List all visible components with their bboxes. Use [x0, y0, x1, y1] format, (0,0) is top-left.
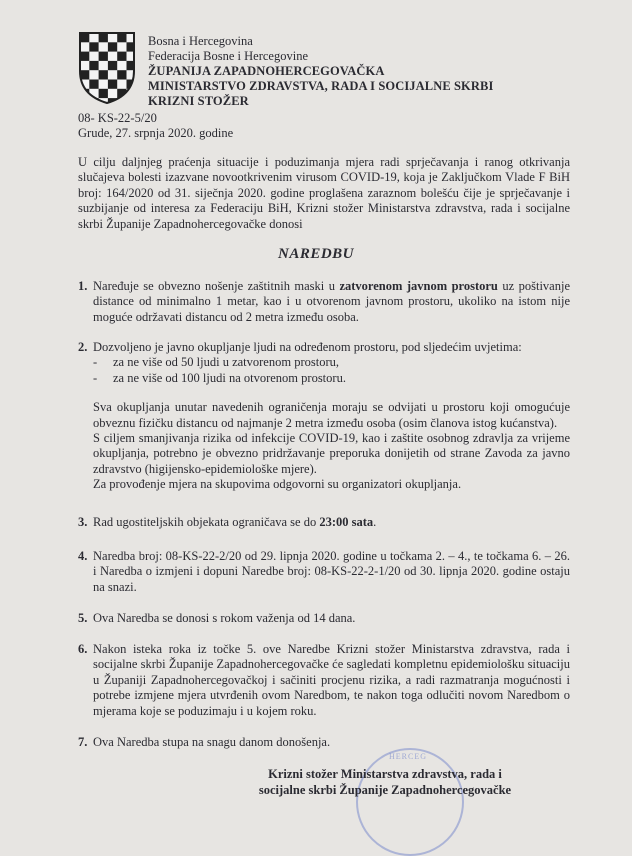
- bullet-item: - za ne više od 100 ljudi na otvorenom prostoru.: [93, 371, 570, 386]
- official-stamp: [356, 748, 464, 856]
- item-number: 1.: [78, 279, 88, 293]
- list-item: Nakon isteka roka iz točke 5. ove Naredbe Krizni stožer Ministarstva zdravstva, rada i socijalne skrbi Županije Zapadnohercegovačke će sagledati kompletnu epidemiološku situaciju u Županiji Zapadnohercegovačkoj i sačiniti procjenu rizika, a radi razmatranja mogućnosti i potrebe izmjene mjera utvrđenih ovom Naredbom, te nakon toga odlučiti novom Naredbom o mjerama koje se poduzimaju i u kojem roku.: [93, 642, 570, 718]
- item-text: .: [373, 515, 377, 529]
- list-item: [93, 515, 570, 530]
- signature-line: socijalne skrbi Županije Zapadnohercegovačke: [258, 783, 512, 797]
- item-paragraph: Za provođenje mjera na skupovima odgovorni su organizatori okupljanja.: [93, 477, 462, 492]
- bullet-list: [93, 355, 570, 386]
- bullet-item: - za ne više od 50 ljudi u zatvorenom prostoru,: [93, 355, 570, 370]
- item-number: 3.: [78, 515, 88, 529]
- crisis-staff-name: KRIZNI STOŽER: [148, 94, 249, 108]
- checkerboard-crest-icon: [78, 31, 136, 105]
- item-paragraph: Sva okupljanja unutar navedenih ograničenja moraju se odvijati u prostoru koji omogućuje obveznu fizičku distancu od najmanje 2 metra između osoba (osim članova istog kućanstva).: [93, 400, 570, 430]
- list-item: Naredba broj: 08-KS-22-2/20 od 29. lipnja 2020. godine u točkama 2. – 4., te točkama 6. – 26. i Naredba o izmjeni i dopuni Naredbe broj: 08-KS-22-2-1/20 od 30. lipnja 2020. godine ostaju na snazi.: [93, 549, 570, 594]
- list-item: Ova Naredba se donosi s rokom važenja od 14 dana.: [93, 611, 356, 625]
- list-item: [93, 340, 570, 493]
- item-paragraph: S ciljem smanjivanja rizika od infekcije COVID-19, kao i zaštite osobnog zdravlja za vrijeme okupljanja, potrebno je obvezno pridržavanje preporuka donijetih od strane Zavoda za javno zdravstvo (higijensko-epidemiološke mjere).: [93, 431, 570, 476]
- signature-line: Krizni stožer Ministarstva zdravstva, rada i: [268, 767, 502, 781]
- item-number: 6.: [78, 642, 88, 656]
- list-item: Ova Naredba stupa na snagu danom donošenja.: [93, 735, 331, 749]
- item-number: 2.: [78, 340, 88, 354]
- item-text: Rad ugostiteljskih objekata ograničava se do: [93, 515, 320, 529]
- place-date: Grude, 27. srpnja 2020. godine: [78, 126, 234, 140]
- item-number: 7.: [78, 735, 88, 749]
- county-name: ŽUPANIJA ZAPADNOHERCEGOVAČKA: [148, 64, 385, 78]
- federation-name: Federacija Bosne i Hercegovine: [148, 49, 309, 63]
- document-title: NAREDBU: [277, 246, 355, 262]
- item-text: Dozvoljeno je javno okupljanje ljudi na određenom prostoru, pod sljedećim uvjetima:: [93, 340, 522, 354]
- item-text: Naređuje se obvezno nošenje zaštitnih maski u: [93, 279, 340, 293]
- ministry-name: MINISTARSTVO ZDRAVSTVA, RADA I SOCIJALNE SKRBI: [148, 79, 494, 93]
- reference-number: 08- KS-22-5/20: [78, 111, 157, 125]
- item-bold-text: 23:00 sata: [319, 515, 374, 529]
- item-bold-text: zatvorenom javnom prostoru: [339, 279, 498, 293]
- item-number: 5.: [78, 611, 88, 625]
- item-text: uz poštivanje distance od minimalno 1 metar, kao i u otvorenom javnom prostoru, ukoliko na istom nije moguće održavati distancu od 2 metra između osoba.: [93, 279, 570, 324]
- stamp-lettering: HERCEG: [389, 752, 427, 761]
- intro-paragraph: U cilju daljnjeg praćenja situacije i poduzimanja mjera radi sprječavanja i ranog otkrivanja slučajeva bolesti izazvane novootkrivenim virusom COVID-19, koja je Zaključkom Vlade F BiH broj: 164/2020 od 31. siječnja 2020. godine proglašena zaraznom bolešću čije je sprječavanje i suzbijanje od interesa za Federaciju BiH, Krizni stožer Ministarstva zdravstva, rada i socijalne skrbi Županije Zapadnohercegovačke donosi: [78, 155, 570, 231]
- country-name: Bosna i Hercegovina: [148, 34, 253, 48]
- item-number: 4.: [78, 549, 88, 563]
- list-item: [93, 279, 570, 325]
